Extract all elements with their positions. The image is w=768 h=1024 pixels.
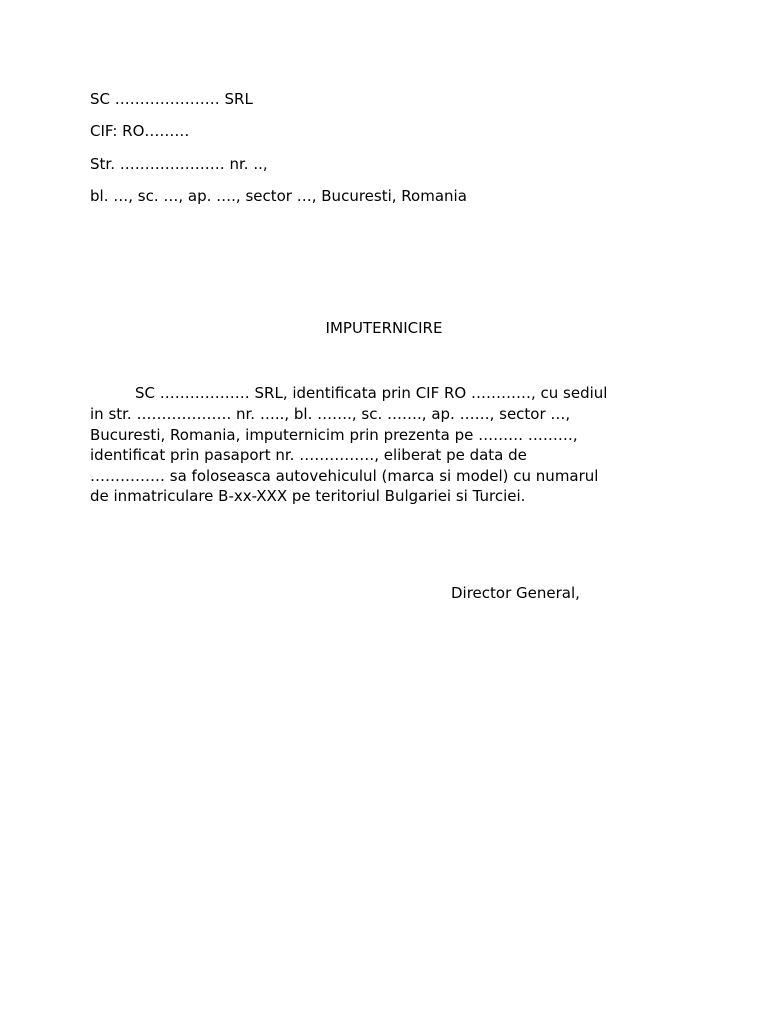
body-line: …………… sa foloseasca autovehiculul (marca si model) cu numarul (90, 467, 599, 485)
company-name-line: SC ………………… SRL (90, 90, 253, 108)
body-line: in str. ………………. nr. ….., bl. ……., sc. ……., ap. ……, sector …, (90, 405, 571, 423)
body-line: identificat prin pasaport nr. ……………, eliberat pe data de (90, 446, 527, 464)
body-line: Bucuresti, Romania, imputernicim prin prezenta pe ……… ………, (90, 426, 578, 444)
body-line: de inmatriculare B-xx-XXX pe teritoriul Bulgariei si Turciei. (90, 487, 526, 505)
company-cif-line: CIF: RO……… (90, 122, 190, 140)
document-title: IMPUTERNICIRE (325, 319, 443, 337)
company-address-line: bl. …, sc. …, ap. …., sector …, Bucuresti, Romania (90, 187, 467, 205)
signature-title: Director General, (451, 584, 580, 602)
company-street-line: Str. ………………… nr. .., (90, 155, 268, 173)
body-line: SC ……………… SRL, identificata prin CIF RO …………, cu sediul (135, 384, 608, 402)
